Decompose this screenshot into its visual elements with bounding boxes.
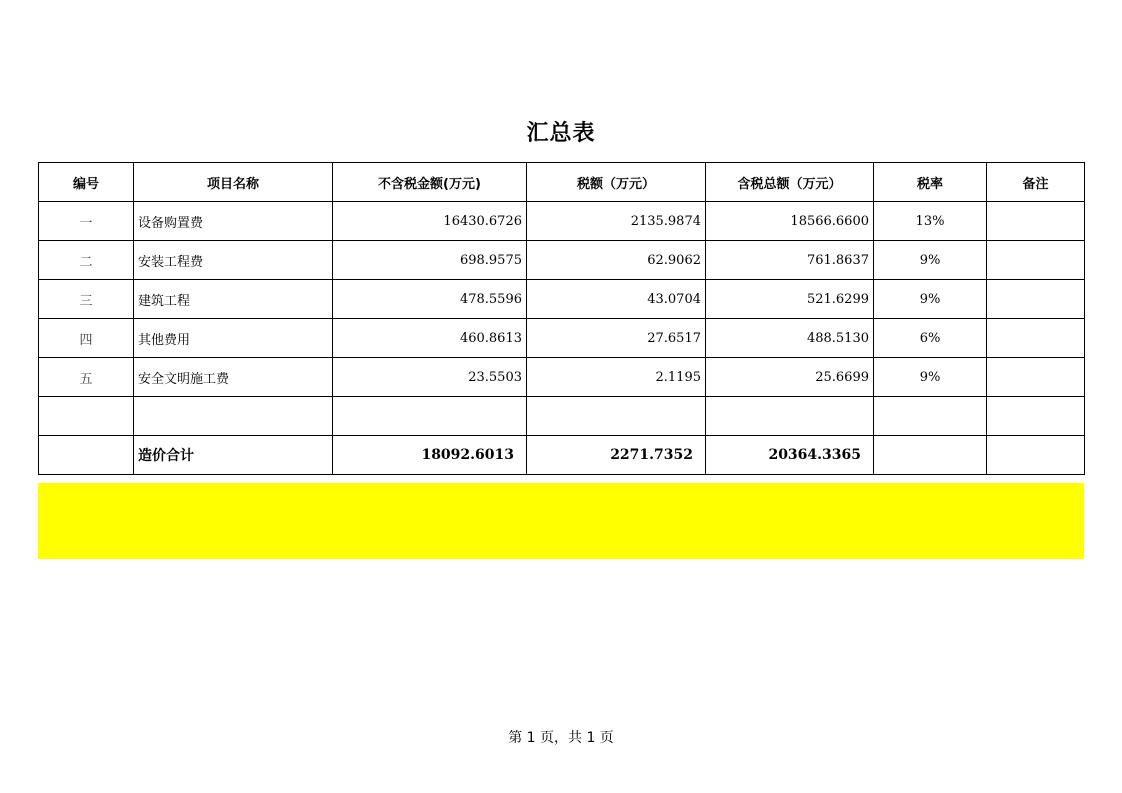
cell-pre-tax: 16430.6726 bbox=[333, 202, 527, 241]
cell-tax: 2.1195 bbox=[527, 358, 706, 397]
cell-tax bbox=[527, 397, 706, 436]
header-tax-rate: 税率 bbox=[874, 163, 987, 202]
table-row bbox=[39, 280, 1085, 319]
cell-note bbox=[987, 358, 1085, 397]
cell-no: 五 bbox=[39, 358, 134, 397]
page-title: 汇总表 bbox=[526, 121, 596, 146]
cell-rate bbox=[874, 436, 987, 475]
cell-total: 25.6699 bbox=[706, 358, 874, 397]
header-pre-tax-amount: 不含税金额(万元) bbox=[333, 163, 527, 202]
cell-item-name: 安全文明施工费 bbox=[134, 358, 333, 397]
cell-tax: 2135.9874 bbox=[527, 202, 706, 241]
cell-pre-tax: 698.9575 bbox=[333, 241, 527, 280]
cell-no: 三 bbox=[39, 280, 134, 319]
cell-tax: 62.9062 bbox=[527, 241, 706, 280]
cell-no: 一 bbox=[39, 202, 134, 241]
cell-rate: 6% bbox=[874, 319, 987, 358]
cell-total: 521.6299 bbox=[706, 280, 874, 319]
yellow-highlight-band bbox=[38, 483, 1084, 559]
header-tax-amount: 税额（万元） bbox=[527, 163, 706, 202]
table-row bbox=[39, 319, 1085, 358]
cell-note bbox=[987, 280, 1085, 319]
total-label: 造价合计 bbox=[134, 436, 333, 475]
cell-pre-tax: 23.5503 bbox=[333, 358, 527, 397]
table-row bbox=[39, 202, 1085, 241]
cell-rate: 13% bbox=[874, 202, 987, 241]
table-header-row bbox=[39, 163, 1085, 202]
cell-rate: 9% bbox=[874, 241, 987, 280]
cell-tax: 43.0704 bbox=[527, 280, 706, 319]
cell-total: 761.8637 bbox=[706, 241, 874, 280]
cell-note bbox=[987, 397, 1085, 436]
cell-no bbox=[39, 397, 134, 436]
cell-total: 488.5130 bbox=[706, 319, 874, 358]
cell-pre-tax: 460.8613 bbox=[333, 319, 527, 358]
header-notes: 备注 bbox=[987, 163, 1085, 202]
cell-no bbox=[39, 436, 134, 475]
cell-rate: 9% bbox=[874, 358, 987, 397]
cell-rate: 9% bbox=[874, 280, 987, 319]
header-no: 编号 bbox=[39, 163, 134, 202]
total-pre-tax: 18092.6013 bbox=[333, 436, 527, 475]
cell-item-name: 其他费用 bbox=[134, 319, 333, 358]
cell-pre-tax bbox=[333, 397, 527, 436]
cell-total: 18566.6600 bbox=[706, 202, 874, 241]
page-footer: 第 1 页，共 1 页 bbox=[508, 730, 614, 746]
cell-total bbox=[706, 397, 874, 436]
total-with-tax: 20364.3365 bbox=[706, 436, 874, 475]
cell-no: 二 bbox=[39, 241, 134, 280]
table-row bbox=[39, 241, 1085, 280]
cell-item-name: 建筑工程 bbox=[134, 280, 333, 319]
table-row bbox=[39, 358, 1085, 397]
cell-note bbox=[987, 202, 1085, 241]
cell-note bbox=[987, 436, 1085, 475]
cell-note bbox=[987, 319, 1085, 358]
cell-rate bbox=[874, 397, 987, 436]
cell-note bbox=[987, 241, 1085, 280]
cell-pre-tax: 478.5596 bbox=[333, 280, 527, 319]
cell-item-name bbox=[134, 397, 333, 436]
header-item-name: 项目名称 bbox=[134, 163, 333, 202]
cell-item-name: 设备购置费 bbox=[134, 202, 333, 241]
summary-table bbox=[38, 162, 1085, 475]
cell-item-name: 安装工程费 bbox=[134, 241, 333, 280]
total-row bbox=[39, 436, 1085, 475]
table-row-empty bbox=[39, 397, 1085, 436]
header-total-with-tax: 含税总额（万元） bbox=[706, 163, 874, 202]
cell-no: 四 bbox=[39, 319, 134, 358]
total-tax: 2271.7352 bbox=[527, 436, 706, 475]
cell-tax: 27.6517 bbox=[527, 319, 706, 358]
